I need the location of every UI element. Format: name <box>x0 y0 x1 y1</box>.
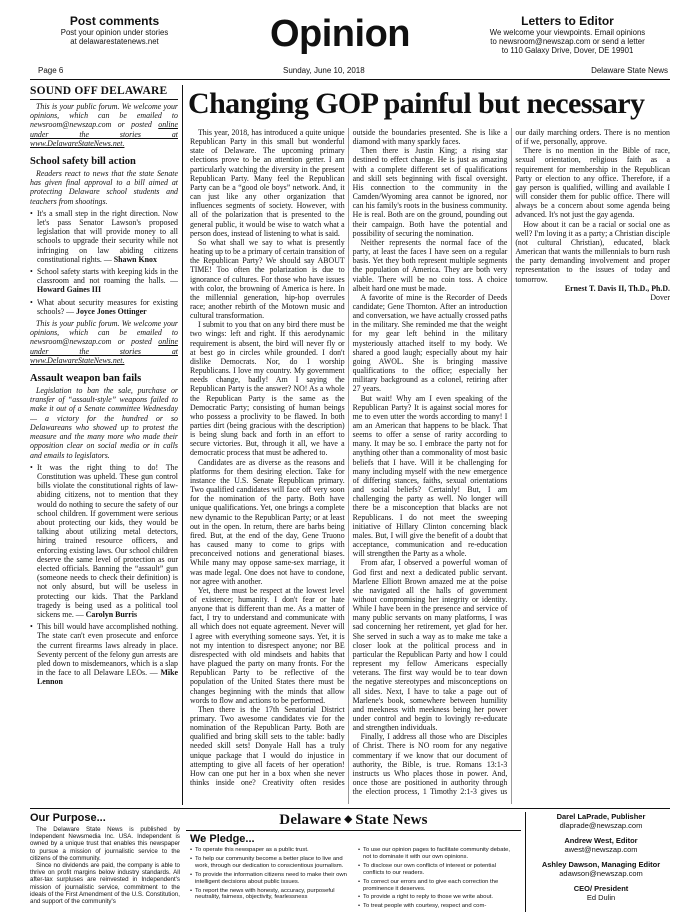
staff-name: CEO/ President <box>573 884 629 893</box>
pledge-columns <box>186 847 521 912</box>
logo-diamond-icon: ◆ <box>344 814 353 825</box>
article-paragraph: There is no mention in the Bible of race, sexual orientation, religious faith as a requirement for membership in the Republican Party or election to any office. Therefore, if a gay person is qualified, willing and available I will consider them for public office. There will always be a concern about some agenda being advanced. It's not just the gay agenda. <box>515 146 670 220</box>
staff-email[interactable]: adawson@newszap.com <box>559 869 643 878</box>
article-paragraph: But wait! Why am I even speaking of the Republican Party? It is against social mores for me to even utter the words according to many! I am an American that happens to be black. That seems to offer a sense of rarity according to many. It may be so. I embrace the party not for anything other than a commonality of most basic beliefs that I have. Will it be challenging for many including myself with the new emergence of differing stances, faiths, sexual orientations and social beliefs? Certainly! But, I am challenging the party as well. No longer will there be a misconception that blacks are not Republicans. I do not meet the sweeping initiative of Hillary Clinton concerning black males. But, I will give the benefit of a doubt that acceptance, communication and re-education will strengthen the Party as a whole. <box>352 393 508 559</box>
staff-detail: Ed Dulin <box>586 893 616 902</box>
pledge-item: • To provide the information citizens need to make their own intelligent decisions about public issues. <box>190 872 350 886</box>
forum-intro <box>30 319 178 365</box>
masthead <box>0 0 685 72</box>
forum-intro-text: This is your public forum. We welcome your opinions, which can be emailed to newsroom@newszap.com or posted <box>30 319 178 347</box>
comment-author: Shawn Knox <box>113 254 157 264</box>
post-comments-title: Post comments <box>69 14 160 28</box>
article-paragraph: Neither represents the normal face of the party, at least the faces I have seen on a regular basis. Yet they both represent multiple segments the population of America. They are both very viable. There will be no coin toss. A choice albeit hard one must be made. <box>352 237 508 293</box>
pledge-list-right <box>358 847 518 912</box>
logo-word-right: State News <box>355 812 428 828</box>
forum-intro <box>30 102 178 148</box>
article-paragraph: Then there is the 17th Senatorial District primary. Two awesome candidates vie for the nomination of the Republican Party. Both are qualified and bring skill sets to the table: badly needed skill sets! Donyale Hall has a truly unique package that I would do injustice in attempting to give all facets of her operation! How can one put her in a box when she never thinks inside one? Creativity often resides outside the boundaries presented. She is like a diamond with many sparkly faces. <box>190 128 508 788</box>
comment-text: It was the right thing to do! The Constitution was upheld. These gun control bills violate the constitutional rights of law-abiding citizens, not to mention that they would do nothing to secure the safety of our school children. If government were serious about protecting our kids, they would be talking about utilizing metal detectors, hiring trained resource officers, and enforcing existing laws. Our school children deserve the same level of protection as our elected officials. Banning the “assault” gun (someone needs to check their definition) is not only absurd, but will be useless in protecting our kids. That the Parkland tragedy is being used as a political tool sickens me. — <box>37 462 178 619</box>
pledge-title: We Pledge... <box>190 833 255 845</box>
comment-text: What about security measures for existing schools? — <box>37 297 178 316</box>
purpose-paragraph: Since no dividends are paid, the company is able to thrive on profit margins below industry standards. All after-tax surpluses are reinvested in Independent's mission of journalistic service, commitment to the ideals of the First Amendment of the U.S. Constitution, and support of the community's <box>30 862 180 906</box>
reader-comment <box>30 267 178 295</box>
article-paragraph: A favorite of mine is the Recorder of Deeds candidate; Gene Thornton. After an introduction and conversation, we have actually crossed paths in the military. She reminded me that the weight for my gear left behind in the military mysteriously attached itself to my body. We shared a good laugh; especially about my hair going AWOL. She is bringing massive qualifications to the office; especially her military background as a colonel, retiring after 27 years. <box>352 292 508 394</box>
staff-email[interactable]: awest@newszap.com <box>564 845 638 854</box>
footer-rule <box>30 808 670 809</box>
pledge-list-left <box>190 847 350 912</box>
forum-link-url[interactable]: www.DelawareStateNews.net. <box>30 355 125 365</box>
logo-word-left: Delaware <box>279 812 342 828</box>
item-heading: School safety bill action <box>30 156 136 168</box>
article-paragraph: So what shall we say to what is presently heating up to be a primary of certain transition of the Republican Party? We should say ABOUT TIME! Too often the polarization is due to ignorance of cultures. For those who have issues with color, the browning of America is here. In the millennial generation, hip-hop overrules race; another rebirth of the Motown music and cultural transformation. <box>190 237 345 321</box>
post-comments-line: Post your opinion under stories <box>60 28 169 37</box>
forum-link-text[interactable]: online under the stories at <box>30 120 178 139</box>
comment-author: Joyce Jones Ottinger <box>76 306 147 316</box>
article-paragraph: Then there is Justin King; a rising star destined to effect change. He is just as amazing with a complete different set of qualifications and skill sets beginning with fiscal oversight. His connection to the community in the Camden/Wyoming area cannot be ignored, nor can his family's roots in the business community. He is real. Both are on the ground, pounding out their campaign. Both have the potential and possibility of securing the nomination. <box>352 146 508 238</box>
comment-author: Mike Lennon <box>37 668 178 687</box>
purpose-paragraph: The Delaware State News is published by Independent Newsmedia Inc. USA. Independent is owned by a unique trust that enables this newspaper to pursue a mission of journalistic service to the citizens of the community. <box>30 826 180 862</box>
article-paragraph: This year, 2018, has introduced a quite unique Republican Party in this small but wonderful state of Delaware. The upcoming primary elections prove to be an attention getter. I am particularly watching the diversity in the present Republican Party. Many feel the Republican Party can be a “good ole boys” network. And, it can just like any other organization that influences segments of society. However, with all of the polarization that is presented to the general public, it would be wise to watch what a person does, instead of listening to what is said. <box>190 128 345 238</box>
article-paragraph: I submit to you that on any bird there must be two wings: left and right. If this aerodynamic requirement is absent, the bird will never fly or at best go in circles while grounded. I don't dislike Democrats. Nor, do I worship Republicans. I love my country. My government needs change, badly! Am I saying the Republican Party is the answer? NO! As a whole the Republican Party is the same as the Democratic Party; consisting of human beings who possess a proclivity to be flawed. In both parties dirt (being gracious with the description) is being slung back and forth in an effort to secure victories. But, through it all, we have a democratic process that must be adhered to. <box>190 320 345 458</box>
article-paragraph: How about it can be a racial or social one as well? I'm loving it as a party; a Christian disciple (not cultural Christian), educated, black American that wants the millennials to burn rush the party demanding involvement and proper representation to the issues of today and tomorrow. <box>515 219 670 284</box>
comment-text: This bill would have accomplished nothing. The state can't even prosecute and enforce the current firearms laws already in place. Seventy percent of the felony gun arrests are pled down to misdemeanors, which is a slap in the face to all Delaware LEOs. — <box>37 622 178 678</box>
letters-line-2: to newsroom@newszap.com or send a letter <box>490 37 645 46</box>
staff-entry <box>532 884 670 902</box>
letters-line-1: We welcome your viewpoints. Email opinions <box>489 28 646 37</box>
page-number: Page 6 <box>38 66 64 75</box>
pledge-item: • To operate this newspaper as a public trust. <box>190 847 350 854</box>
reader-comment <box>30 463 178 619</box>
staff-name: Darel LaPrade, Publisher <box>556 812 646 821</box>
post-comments-url[interactable]: at delawarestatenews.net <box>70 37 159 46</box>
letters-box <box>470 14 665 55</box>
item-heading: Assault weapon ban fails <box>30 373 142 385</box>
top-rule <box>30 79 670 80</box>
reader-comment <box>30 622 178 686</box>
letters-title: Letters to Editor <box>521 14 614 28</box>
issue-date: Sunday, June 10, 2018 <box>283 66 365 75</box>
comment-author: Carolyn Burris <box>85 609 138 619</box>
our-purpose-box <box>30 812 180 912</box>
paper-name: Delaware State News <box>591 66 668 75</box>
article-paragraph: Finally, I address all those who are Disciples of Christ. There is NO room for any negative commentary if we know that our document of authority, the Bible, is true. Romans 13:1-3 instructs us Who places those in power. And, once those are positioned in authority through the election process, 1 Timothy 2:1-3 gives us our daily marching orders. There is no mention of if we, personally, approve. <box>352 128 670 797</box>
article-body <box>190 128 670 804</box>
pledge-item: • To help our community become a better place to live and work, through our dedication to conscientious journalism. <box>190 856 350 870</box>
comment-text: It's a small step in the right direction. Now let's pass Senator Lawson's proposed legislation that will provide money to all schools to upgrade their security while not infringing on law abiding citizens constitutional rights. — <box>37 208 178 264</box>
comment-text: School safety starts with keeping kids in the classroom and not roaming the halls. — <box>37 267 178 286</box>
pledge-box <box>186 812 521 912</box>
pledge-item: • To disclose our own conflicts of interest or potential conflicts to our readers. <box>358 863 518 877</box>
reader-comments <box>30 209 178 316</box>
staff-entry <box>532 836 670 854</box>
letters-line-3: to 110 Galaxy Drive, Dover, DE 19901 <box>501 46 634 55</box>
newspaper-logo <box>186 812 521 831</box>
article-paragraph: Yet, there must be respect at the lowest level of existence; humanity. I don't fear or hate anyone that is different than me. As a matter of fact, I try to understand and communicate with all which does not equate agreement. Never will I agree with everything someone says. Yet, it is not my intention to disrespect anyone; nor BE disrespected with old mindsets and habits that have plagued the party on many fronts. For the Republican Party to be reflective of the population of the United States there must be changes beginning with the minds that allow words to flow and actions to be performed. <box>190 585 345 705</box>
pledge-item: • To use our opinion pages to facilitate community debate, not to dominate it with our own opinions. <box>358 847 518 861</box>
forum-link-text[interactable]: online under the stories at <box>30 337 178 356</box>
forum-intro-text: This is your public forum. We welcome your opinions, which can be emailed to newsroom@newszap.com or posted <box>30 102 178 130</box>
forum-link-url[interactable]: www.DelawareStateNews.net. <box>30 138 125 148</box>
item-lede: Readers react to news that the state Senate has given final approval to a bill aimed at protecting Delaware school students and teachers from shootings. <box>30 169 178 206</box>
sound-off-column <box>30 85 178 805</box>
our-purpose-title: Our Purpose... <box>30 812 106 824</box>
staff-name: Andrew West, Editor <box>564 836 638 845</box>
author-byline: Ernest T. Davis II, Th.D., Ph.D. <box>564 283 670 293</box>
reader-comment <box>30 209 178 264</box>
reader-comments <box>30 463 178 687</box>
staff-email[interactable]: dlaprade@newszap.com <box>559 821 643 830</box>
pledge-item: • To correct our errors and to give each correction the prominence it deserves. <box>358 879 518 893</box>
reader-comment <box>30 298 178 316</box>
article-paragraph: Candidates are as diverse as the reasons and platforms for them desiring election. Take for instance the U.S. Senate Republican primary. Two qualified candidates will face off very soon for the nomination of the party. Both have unique qualifications. Yet, one brings a complete new dynamic to the Republican Party; or at least out in the open. In return, there are barbs being fired. But, at the end of the day, Gene Truono has caused many to come to grips with preconceived notions and generational biases. While many may oppose same-sex marriage, it was made legal. One does not have to condone, nor agree with another. <box>190 457 345 586</box>
pledge-item: • To treat people with courtesy, respect and com- <box>358 903 518 910</box>
staff-name: Ashley Dawson, Managing Editor <box>541 860 661 869</box>
comment-author: Howard Gaines III <box>37 285 102 295</box>
staff-box <box>525 812 670 912</box>
staff-entry <box>532 812 670 830</box>
sound-off-title: SOUND OFF DELAWARE <box>30 85 178 100</box>
post-comments-box <box>22 14 207 46</box>
author-location: Dover <box>650 292 670 302</box>
pledge-item: • To report the news with honesty, accuracy, purposeful neutrality, fairness, objectivity, fearlessness <box>190 888 350 902</box>
staff-entry <box>532 860 670 878</box>
folio-line <box>38 66 668 80</box>
section-title: Opinion <box>269 13 411 55</box>
article-headline: Changing GOP painful but necessary <box>188 87 645 120</box>
item-lede: Legislation to ban the sale, purchase or transfer of “assault-style” weapons failed to make it out of a Senate committee Wednesday — a victory for the hundred or so Delawareans who showed up to protest the measure and the many more who made their opposition clear on social media or in calls and emails to legislators. <box>30 386 178 460</box>
article-paragraph: From afar, I observed a powerful woman of God first and next a dedicated public servant. Marlene Elliott Brown amazed me at the poise she navigated all the halls of government without compromising her integrity or identity. While I have been in the presence and service of many public servants on many platforms, I was sad concerning her retirement, yet glad for her. She served in such a way as to make me take a closer look at the political process and in particular the Republican Party and how I could represent my fellow Americans especially veterans. The first way would be to tear down the negative stereotypes and misconceptions on all sides. Next, I have to take a page out of Marlene's book, somewhere between humility and meekness with meekness being her power under control and begin to lovingly re-educate and strengthen individuals. <box>352 558 508 733</box>
pledge-item: • To provide a right to reply to those we write about. <box>358 894 518 901</box>
column-divider <box>182 85 183 805</box>
